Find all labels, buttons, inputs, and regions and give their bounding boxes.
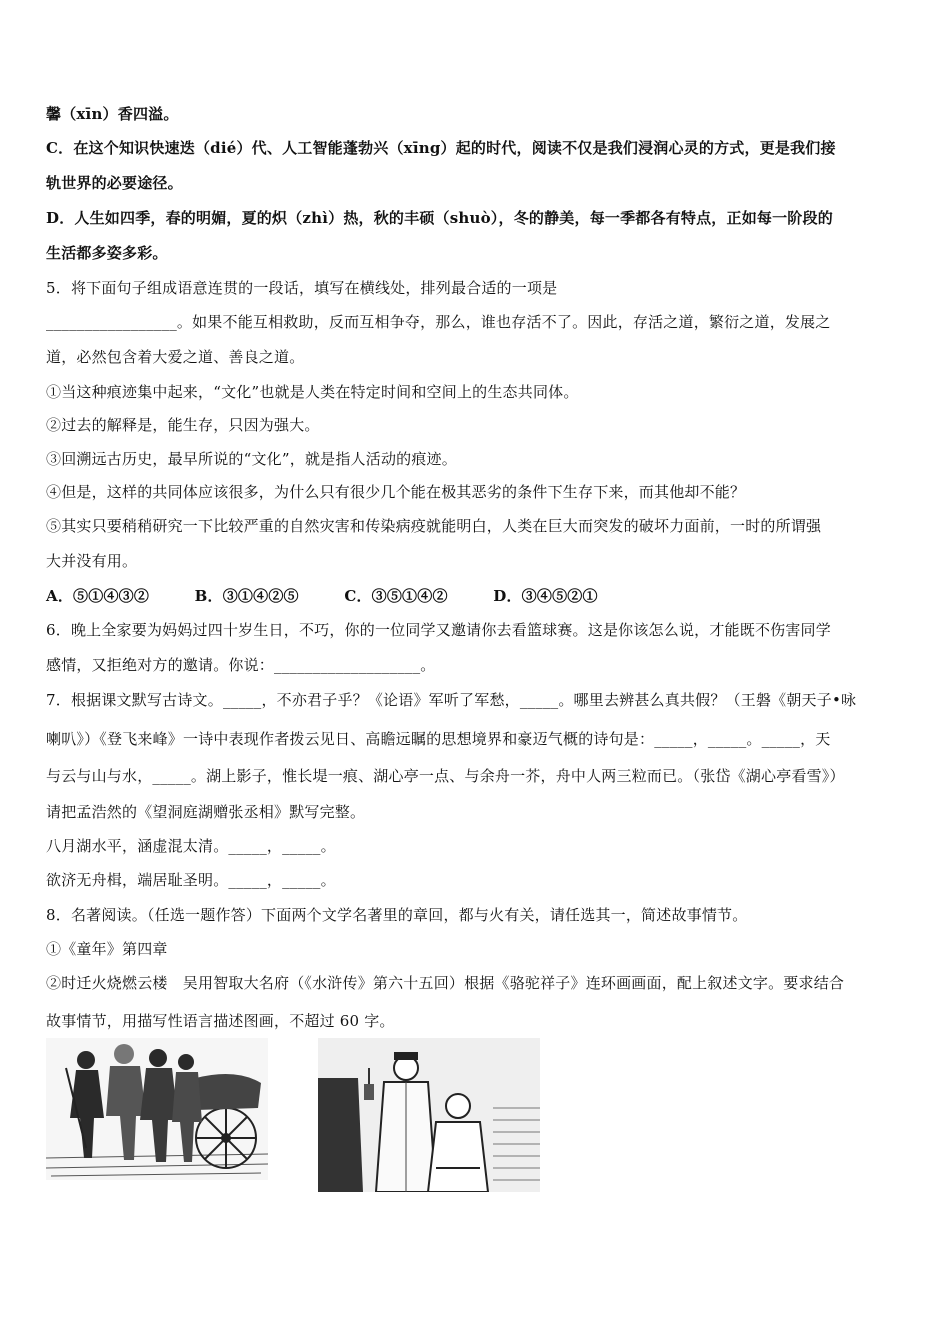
question-7-poem-line-1: 八月湖水平，涵虚混太清。_____，_____。 — [46, 837, 336, 855]
question-5-sentence-5-line-1: ⑤其实只要稍稍研究一下比较严重的自然灾害和传染病疫就能明白，人类在巨大而突发的破坏力面前，一时的所谓强 — [46, 517, 822, 535]
question-7-line-2: 喇叭》）《登飞来峰》一诗中表现作者拨云见日、高瞻远瞩的思想境界和豪迈气概的诗句是：_____，_____。_____，天 — [46, 730, 831, 748]
question-5-stem: 5．将下面句子组成语意连贯的一段话，填写在横线处，排列最合适的一项是 — [46, 279, 558, 297]
question-7-line-1: 7．根据课文默写古诗文。_____，不亦君子乎？《论语》军听了军愁，_____。哪里去辨甚么真共假？（王磐《朝天子•咏 — [46, 691, 857, 709]
option-c-line-1: C．在这个知识快速迭（dié）代、人工智能蓬勃兴（xīng）起的时代，阅读不仅是我们浸润心灵的方式，更是我们接 — [46, 139, 836, 157]
two-figures-illustration — [318, 1038, 540, 1192]
question-5-sentence-1: ①当这种痕迹集中起来，“文化”也就是人类在特定时间和空间上的生态共同体。 — [46, 383, 579, 401]
question-5-sentence-2: ②过去的解释是，能生存，只因为强大。 — [46, 416, 320, 434]
question-8-option-2-line-1: ②时迁火烧燃云楼 吴用智取大名府（《水浒传》第六十五回）根据《骆驼祥子》连环画画面，配上叙述文字。要求结合 — [46, 974, 845, 992]
question-8-option-2-line-2: 故事情节，用描写性语言描述图画，不超过 60 字。 — [46, 1012, 395, 1030]
question-8-stem: 8．名著阅读。（任选一题作答）下面两个文学名著里的章回，都与火有关，请任选其一，简述故事情节。 — [46, 906, 748, 924]
question-5-passage-line-1: _________________。如果不能互相救助，反而互相争夺，那么，谁也存活不了。因此，存活之道，繁衍之道，发展之 — [46, 313, 831, 331]
question-8-option-1: ①《童年》第四章 — [46, 940, 168, 958]
question-7-poem-line-2: 欲济无舟楫，端居耻圣明。_____，_____。 — [46, 871, 336, 889]
option-c-line-2: 轨世界的必要途径。 — [46, 174, 183, 192]
question-5-sentence-4: ④但是，这样的共同体应该很多，为什么只有很少几个能在极其恶劣的条件下生存下来，而其他却不能？ — [46, 483, 746, 501]
option-b-continuation: 馨（xīn）香四溢。 — [46, 105, 179, 123]
question-7-line-3: 与云与山与水，_____。湖上影子，惟长堤一痕、湖心亭一点、与余舟一芥，舟中人两三粒而已。（张岱《湖心亭看雪》） — [46, 767, 845, 785]
option-d-line-1: D．人生如四季，春的明媚，夏的炽（zhì）热，秋的丰硕（shuò），冬的静美，每一季都各有特点，正如每一阶段的 — [46, 209, 833, 227]
question-5-passage-line-2: 道，必然包含着大爱之道、善良之道。 — [46, 348, 305, 366]
option-d-line-2: 生活都多姿多彩。 — [46, 244, 168, 262]
question-5-options: A．⑤①④③② B．③①④②⑤ C．③⑤①④② D．③④⑤②① — [46, 587, 598, 605]
question-5-sentence-3: ③回溯远古历史，最早所说的“文化”，就是指人活动的痕迹。 — [46, 450, 457, 468]
question-6-line-2: 感情，又拒绝对方的邀请。你说：___________________。 — [46, 656, 436, 674]
rickshaw-illustration — [46, 1038, 268, 1180]
question-6-line-1: 6．晚上全家要为妈妈过四十岁生日，不巧，你的一位同学又邀请你去看篮球赛。这是你该怎么说，才能既不伤害同学 — [46, 621, 831, 639]
question-5-sentence-5-line-2: 大并没有用。 — [46, 552, 138, 570]
question-7-line-4: 请把孟浩然的《望洞庭湖赠张丞相》默写完整。 — [46, 803, 366, 821]
